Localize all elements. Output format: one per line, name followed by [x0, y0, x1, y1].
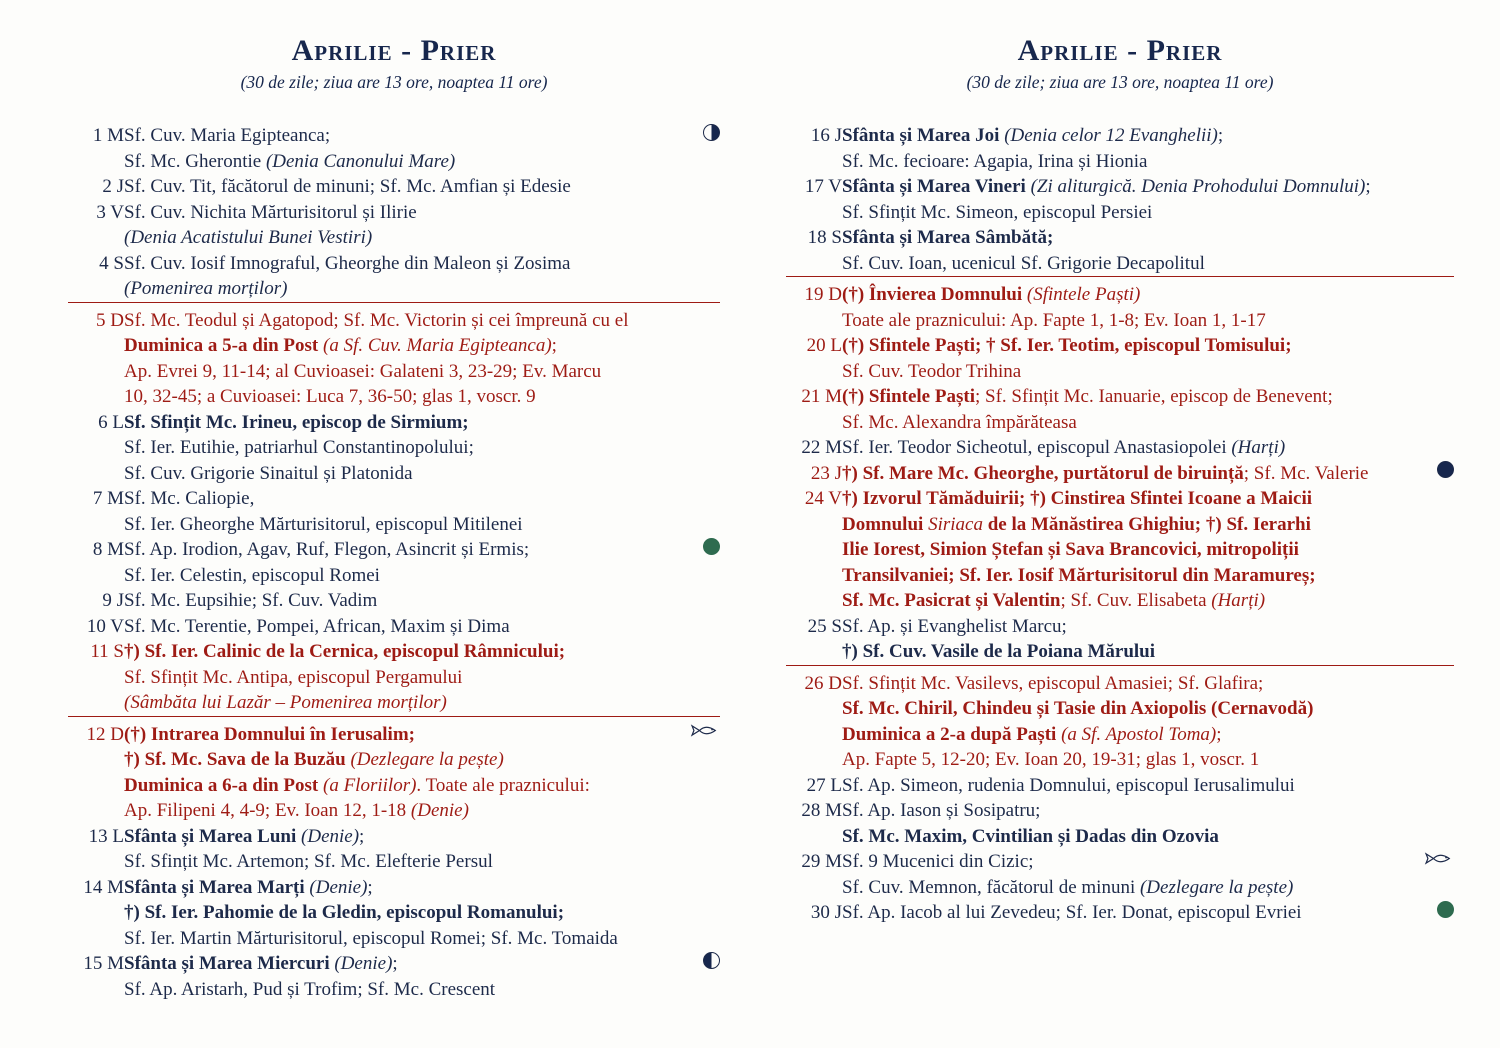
- day-entry-text: (†) Sfintele Paști; † Sf. Ier. Teotim, episcopul Tomisului; Sf. Cuv. Teodor Trihina: [842, 335, 1292, 382]
- table-row: [786, 849, 1454, 900]
- day-date: 11 S: [90, 641, 124, 662]
- day-marker: [680, 875, 720, 952]
- day-marker: [1414, 900, 1454, 926]
- day-entry-text: (†) Intrarea Domnului în Ierusalim; †) Sf. Mc. Sava de la Buzău (Dezlegare la pește) Duminica a 6-a din Post (a Floriilor). Toate ale praznicului: Ap. Filipeni 4, 4-9; Ev. Ioan 12, 1-18 (Denie): [124, 716, 680, 824]
- fish-icon: [1424, 852, 1454, 865]
- day-entry-text: Sf. Cuv. Tit, făcătorul de minuni; Sf. Mc. Amfian și Edesie: [124, 176, 571, 197]
- day-marker: [1414, 461, 1454, 487]
- table-row: [786, 225, 1454, 277]
- table-row: [786, 277, 1454, 334]
- day-marker: [1414, 486, 1454, 614]
- day-entry-text: †) Izvorul Tămăduirii; †) Cinstirea Sfintei Icoane a Maicii Domnului Siriaca de la Mănăstirea Ghighiu; †) Sf. Ierarhi Ilie Iorest, Simion Ștefan și Sava Brancovici, mitropoliții Transilvaniei; Sf. Ier. Iosif Mărturisitorul din Maramureș; Sf. Mc. Pasicrat și Valentin; Sf. Cuv. Elisabeta (Harți): [842, 488, 1316, 611]
- page-title-left: Aprilie - Prier: [291, 34, 497, 67]
- day-date: 24 V: [804, 488, 842, 509]
- table-row: [786, 614, 1454, 666]
- moon-phase-icon: [703, 952, 720, 969]
- day-date: 1 M: [92, 125, 124, 146]
- day-entry-text: Sfânta și Marea Vineri (Zi aliturgică. Denia Prohodului Domnului); Sf. Sfințit Mc. Simeon, episcopul Persiei: [842, 176, 1371, 223]
- page-subtitle-right: (30 de zile; ziua are 13 ore, noaptea 11 ore): [966, 72, 1274, 92]
- table-row: [786, 435, 1454, 461]
- day-date: 28 M: [801, 800, 842, 821]
- days-table-left: [68, 123, 720, 1002]
- table-row: [68, 537, 720, 588]
- table-row: [68, 200, 720, 251]
- day-date: 23 J: [810, 462, 842, 484]
- day-entry-text: Sfânta și Marea Sâmbătă; Sf. Cuv. Ioan, ucenicul Sf. Grigorie Decapolitul: [842, 227, 1205, 274]
- day-date: 17 V: [804, 176, 842, 197]
- moon-phase-icon: [1437, 461, 1454, 478]
- table-row: [786, 900, 1454, 926]
- table-row: [68, 951, 720, 1002]
- day-date: 26 D: [786, 665, 842, 773]
- day-entry-text: Sf. Ap. Iacob al lui Zevedeu; Sf. Ier. Donat, episcopul Evriei: [842, 902, 1302, 923]
- day-date: 13 L: [88, 825, 124, 847]
- table-row: [786, 461, 1454, 487]
- day-marker: [1414, 773, 1454, 799]
- day-date: 30 J: [810, 902, 842, 923]
- day-entry-text: Sf. Sfințit Mc. Irineu, episcop de Sirmium; Sf. Ier. Eutihie, patriarhul Constantinopolului; Sf. Cuv. Grigorie Sinaitul și Platonida: [124, 411, 474, 484]
- table-row: [68, 174, 720, 200]
- day-date: 10 V: [86, 615, 124, 637]
- days-table-right: [786, 123, 1454, 926]
- day-entry-text: †) Sf. Ier. Calinic de la Cernica, episcopul Râmnicului; Sf. Sfințit Mc. Antipa, episcopul Pergamului (Sâmbăta lui Lazăr – Pomenirea morților): [124, 641, 566, 713]
- day-marker: [1414, 225, 1454, 277]
- day-entry-text: (†) Sfintele Paști; Sf. Sfințit Mc. Ianuarie, episcop de Benevent; Sf. Mc. Alexandra împărăteasa: [842, 386, 1333, 433]
- table-row: [68, 614, 720, 640]
- table-row: [786, 333, 1454, 384]
- day-date: 9 J: [102, 590, 124, 611]
- table-row: [786, 174, 1454, 225]
- table-row: [786, 384, 1454, 435]
- day-date: 6 L: [98, 411, 124, 433]
- day-marker: [680, 537, 720, 588]
- day-marker: [680, 174, 720, 200]
- table-row: [68, 716, 720, 824]
- day-entry-text: Sf. Mc. Teodul și Agatopod; Sf. Mc. Victorin și cei împreună cu el Duminica a 5-a din Post (a Sf. Cuv. Maria Egipteanca); Ap. Evrei 9, 11-14; al Cuvioasei: Galateni 3, 23-29; Ev. Marcu 10, 32-45; a Cuvioasei: Luca 7, 36-50; glas 1, voscr. 9: [124, 302, 680, 410]
- day-date: 27 L: [806, 774, 842, 796]
- day-marker: [1414, 614, 1454, 666]
- day-marker: [680, 716, 720, 824]
- moon-phase-icon: [1437, 901, 1454, 918]
- day-entry-text: (†) Învierea Domnului (Sfintele Paști) Toate ale praznicului: Ap. Fapte 1, 1-8; Ev. Ioan 1, 1-17: [842, 277, 1414, 334]
- day-entry-text: Sfânta și Marea Marți (Denie); †) Sf. Ier. Pahomie de la Gledin, episcopul Romanului; Sf. Ier. Martin Mărturisitorul, episcopul Romei; Sf. Mc. Tomaida: [124, 876, 618, 949]
- day-marker: [1414, 798, 1454, 849]
- day-marker: [1414, 435, 1454, 461]
- day-marker: [1414, 384, 1454, 435]
- day-date: 20 L: [806, 335, 842, 356]
- day-date: 2 J: [102, 176, 124, 197]
- table-row: [68, 410, 720, 487]
- page-title-right: Aprilie - Prier: [1017, 34, 1223, 67]
- table-row: [68, 875, 720, 952]
- day-marker: [680, 639, 720, 716]
- day-entry-text: Sf. Mc. Terentie, Pompei, African, Maxim și Dima: [124, 615, 510, 637]
- day-date: 4 S: [99, 252, 124, 274]
- day-entry-text: Sfânta și Marea Luni (Denie); Sf. Sfințit Mc. Artemon; Sf. Mc. Elefterie Persul: [124, 825, 493, 872]
- day-entry-text: Sf. Sfințit Mc. Vasilevs, episcopul Amasiei; Sf. Glafira; Sf. Mc. Chiril, Chindeu și Tasie din Axiopolis (Cernavodă) Duminica a 2-a după Paști (a Sf. Apostol Toma); Ap. Fapte 5, 12-20; Ev. Ioan 20, 19-31; glas 1, voscr. 1: [842, 665, 1414, 773]
- day-date: 29 M: [801, 851, 842, 872]
- day-marker: [1414, 333, 1454, 384]
- day-entry-text: †) Sf. Mare Mc. Gheorghe, purtătorul de biruință; Sf. Mc. Valerie: [842, 462, 1369, 484]
- day-marker: [1414, 665, 1454, 773]
- day-marker: [680, 486, 720, 537]
- day-marker: [1414, 123, 1454, 174]
- day-marker: [680, 200, 720, 251]
- day-entry-text: Sf. Ap. și Evanghelist Marcu; †) Sf. Cuv. Vasile de la Poiana Mărului: [842, 615, 1156, 662]
- right-page-column: [750, 34, 1472, 1038]
- day-marker: [1414, 849, 1454, 900]
- day-date: 21 M: [801, 386, 842, 407]
- day-date: 18 S: [807, 227, 842, 248]
- day-date: 22 M: [801, 437, 842, 458]
- day-entry-text: Sf. Ap. Simeon, rudenia Domnului, episcopul Ierusalimului: [842, 774, 1295, 796]
- day-entry-text: Sfânta și Marea Joi (Denia celor 12 Evanghelii); Sf. Mc. fecioare: Agapia, Irina și Hionia: [842, 125, 1224, 172]
- table-row: [786, 798, 1454, 849]
- left-page-column: [28, 34, 750, 1038]
- day-entry-text: Sf. Cuv. Maria Egipteanca; Sf. Mc. Gherontie (Denia Canonului Mare): [124, 125, 456, 172]
- day-date: 16 J: [810, 125, 842, 146]
- day-marker: [680, 951, 720, 1002]
- day-entry-text: Sf. Mc. Caliopie, Sf. Ier. Gheorghe Mărturisitorul, episcopul Mitilenei: [124, 488, 523, 535]
- table-row: [786, 773, 1454, 799]
- day-marker: [680, 251, 720, 303]
- table-row: [68, 302, 720, 410]
- day-entry-text: Sf. Ier. Teodor Sicheotul, episcopul Anastasiopolei (Harți): [842, 437, 1286, 458]
- table-row: [68, 824, 720, 875]
- day-marker: [680, 824, 720, 875]
- day-entry-text: Sf. Mc. Eupsihie; Sf. Cuv. Vadim: [124, 590, 378, 611]
- table-row: [786, 665, 1454, 773]
- day-marker: [680, 588, 720, 614]
- day-entry-text: Sf. Ap. Irodion, Agav, Ruf, Flegon, Asincrit și Ermis; Sf. Ier. Celestin, episcopul Romei: [124, 539, 530, 586]
- table-row: [68, 123, 720, 174]
- table-row: [786, 123, 1454, 174]
- day-date: 12 D: [68, 716, 124, 824]
- table-row: [786, 486, 1454, 614]
- day-marker: [680, 614, 720, 640]
- day-date: 3 V: [96, 201, 124, 223]
- day-entry-text: Sf. Ap. Iason și Sosipatru; Sf. Mc. Maxim, Cvintilian și Dadas din Ozovia: [842, 800, 1219, 847]
- table-row: [68, 639, 720, 716]
- day-marker: [680, 302, 720, 410]
- table-row: [68, 486, 720, 537]
- page-subtitle-left: (30 de zile; ziua are 13 ore, noaptea 11 ore): [240, 72, 548, 92]
- day-entry-text: Sf. Cuv. Nichita Mărturisitorul și Ilirie (Denia Acatistului Bunei Vestiri): [124, 201, 417, 248]
- day-entry-text: Sf. 9 Mucenici din Cizic; Sf. Cuv. Memnon, făcătorul de minuni (Dezlegare la pește): [842, 851, 1294, 898]
- moon-phase-icon: [703, 538, 720, 555]
- day-marker: [1414, 174, 1454, 225]
- day-entry-text: Sfânta și Marea Miercuri (Denie); Sf. Ap. Aristarh, Pud și Trofim; Sf. Mc. Crescent: [124, 953, 496, 1000]
- table-row: [68, 251, 720, 303]
- day-entry-text: Sf. Cuv. Iosif Imnograful, Gheorghe din Maleon și Zosima (Pomenirea morților): [124, 252, 571, 299]
- day-date: 14 M: [83, 876, 124, 898]
- day-date: 8 M: [92, 539, 124, 560]
- day-date: 25 S: [807, 615, 842, 637]
- moon-phase-icon: [703, 124, 720, 141]
- day-date: 7 M: [92, 488, 124, 509]
- day-marker: [680, 410, 720, 487]
- day-marker: [680, 123, 720, 174]
- day-date: 19 D: [786, 277, 842, 334]
- fish-icon: [690, 724, 720, 737]
- table-row: [68, 588, 720, 614]
- day-date: 5 D: [68, 302, 124, 410]
- day-date: 15 M: [83, 953, 124, 974]
- day-marker: [1414, 277, 1454, 334]
